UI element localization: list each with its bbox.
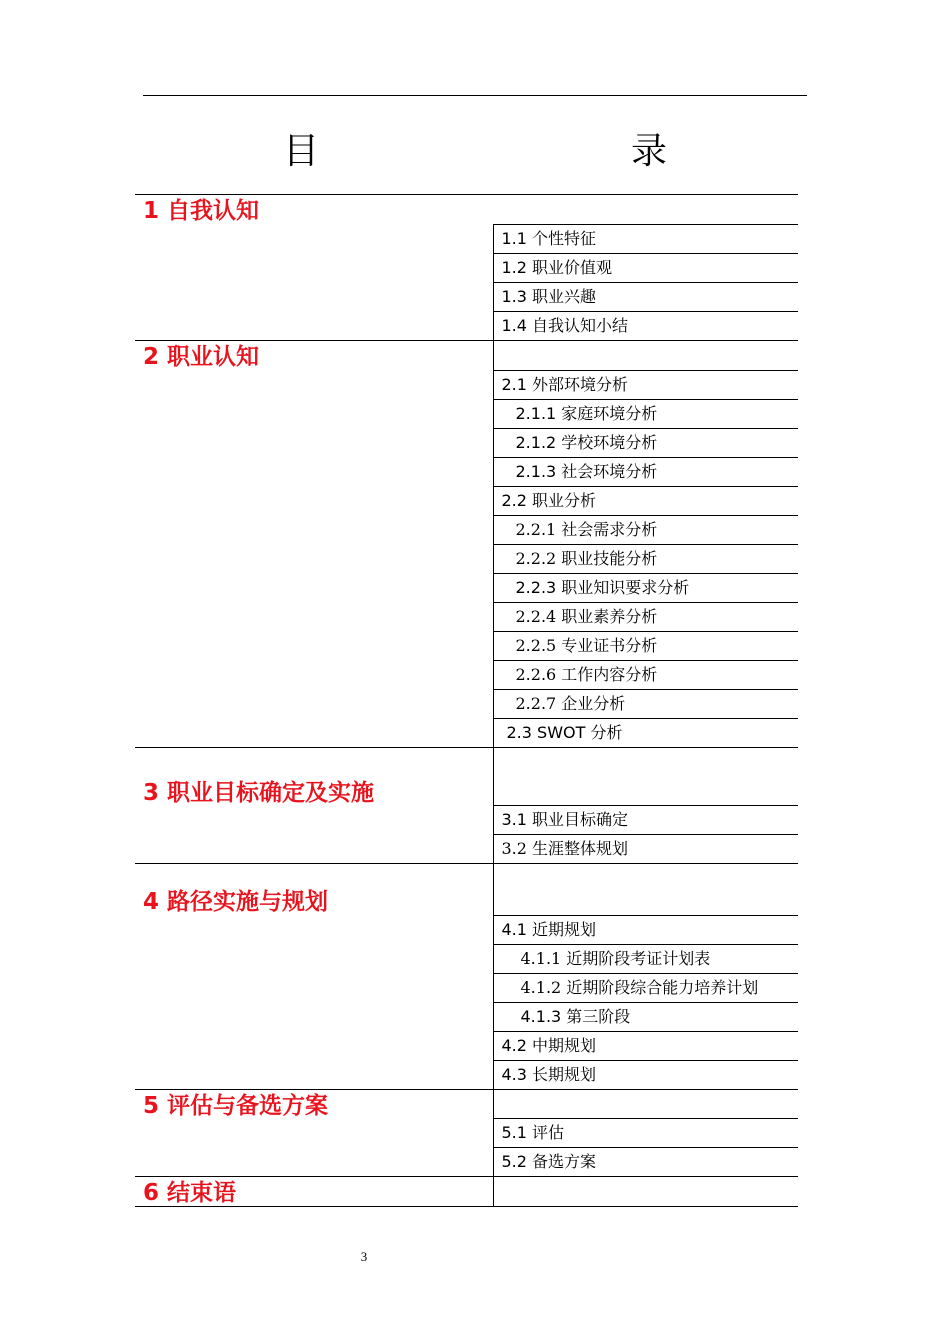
toc-entry[interactable]: 1.1 个性特征 [493,225,798,254]
toc-entry-row [135,225,798,254]
toc-chapter-row [135,864,798,916]
toc-chapter-heading[interactable]: 1 自我认知 [135,195,798,225]
toc-entry[interactable]: 1.3 职业兴趣 [493,283,798,312]
toc-entry-row [135,370,798,399]
toc-entry[interactable]: 4.1.2 近期阶段综合能力培养计划 [493,973,798,1002]
toc-chapter-row [135,747,798,806]
toc-chapter-row [135,341,798,371]
toc-entry-row [135,915,798,944]
toc-entry[interactable]: 4.1.1 近期阶段考证计划表 [493,944,798,973]
toc-entry[interactable]: 1.4 自我认知小结 [493,312,798,341]
toc-entry[interactable]: 2.3 SWOT 分析 [493,718,798,747]
toc-entry[interactable]: 2.2 职业分析 [493,486,798,515]
toc-entry[interactable]: 2.1.3 社会环境分析 [493,457,798,486]
page-title: 目 录 [282,131,747,172]
page-number: 3 [360,1249,368,1264]
toc-entry[interactable]: 2.2.6 工作内容分析 [493,660,798,689]
toc-chapter-row [135,1177,798,1207]
toc-entry[interactable]: 5.1 评估 [493,1119,798,1148]
toc-entry[interactable]: 3.1 职业目标确定 [493,806,798,835]
toc-entry[interactable]: 2.2.2 职业技能分析 [493,544,798,573]
toc-entry[interactable]: 4.1 近期规划 [493,915,798,944]
toc-chapter-heading[interactable]: 5 评估与备选方案 [135,1089,493,1119]
toc-entry[interactable]: 2.2.5 专业证书分析 [493,631,798,660]
toc-chapter-heading[interactable]: 4 路径实施与规划 [135,864,493,916]
toc-chapter-row [135,1089,798,1119]
toc-entry[interactable]: 2.1 外部环境分析 [493,370,798,399]
toc-chapter-heading[interactable]: 6 结束语 [135,1177,493,1207]
toc-entry[interactable]: 4.3 长期规划 [493,1060,798,1089]
toc-entry[interactable]: 2.1.2 学校环境分析 [493,428,798,457]
toc-entry-row [135,806,798,835]
toc-chapter-row [135,195,798,225]
toc-entry[interactable]: 4.1.3 第三阶段 [493,1002,798,1031]
toc-entry[interactable]: 2.2.4 职业素养分析 [493,602,798,631]
toc-entry[interactable]: 4.2 中期规划 [493,1031,798,1060]
toc-entry[interactable]: 3.2 生涯整体规划 [493,835,798,864]
toc-entry[interactable]: 2.2.3 职业知识要求分析 [493,573,798,602]
toc-chapter-heading[interactable]: 2 职业认知 [135,341,493,371]
toc-entry[interactable]: 1.2 职业价值观 [493,254,798,283]
toc-chapter-heading[interactable]: 3 职业目标确定及实施 [135,747,493,806]
toc-table [135,194,798,1207]
header-rule [143,95,807,96]
toc-entry[interactable]: 5.2 备选方案 [493,1148,798,1177]
toc-entry[interactable]: 2.2.7 企业分析 [493,689,798,718]
toc-entry[interactable]: 2.2.1 社会需求分析 [493,515,798,544]
toc-entry[interactable]: 2.1.1 家庭环境分析 [493,399,798,428]
toc-entry-row [135,1119,798,1148]
